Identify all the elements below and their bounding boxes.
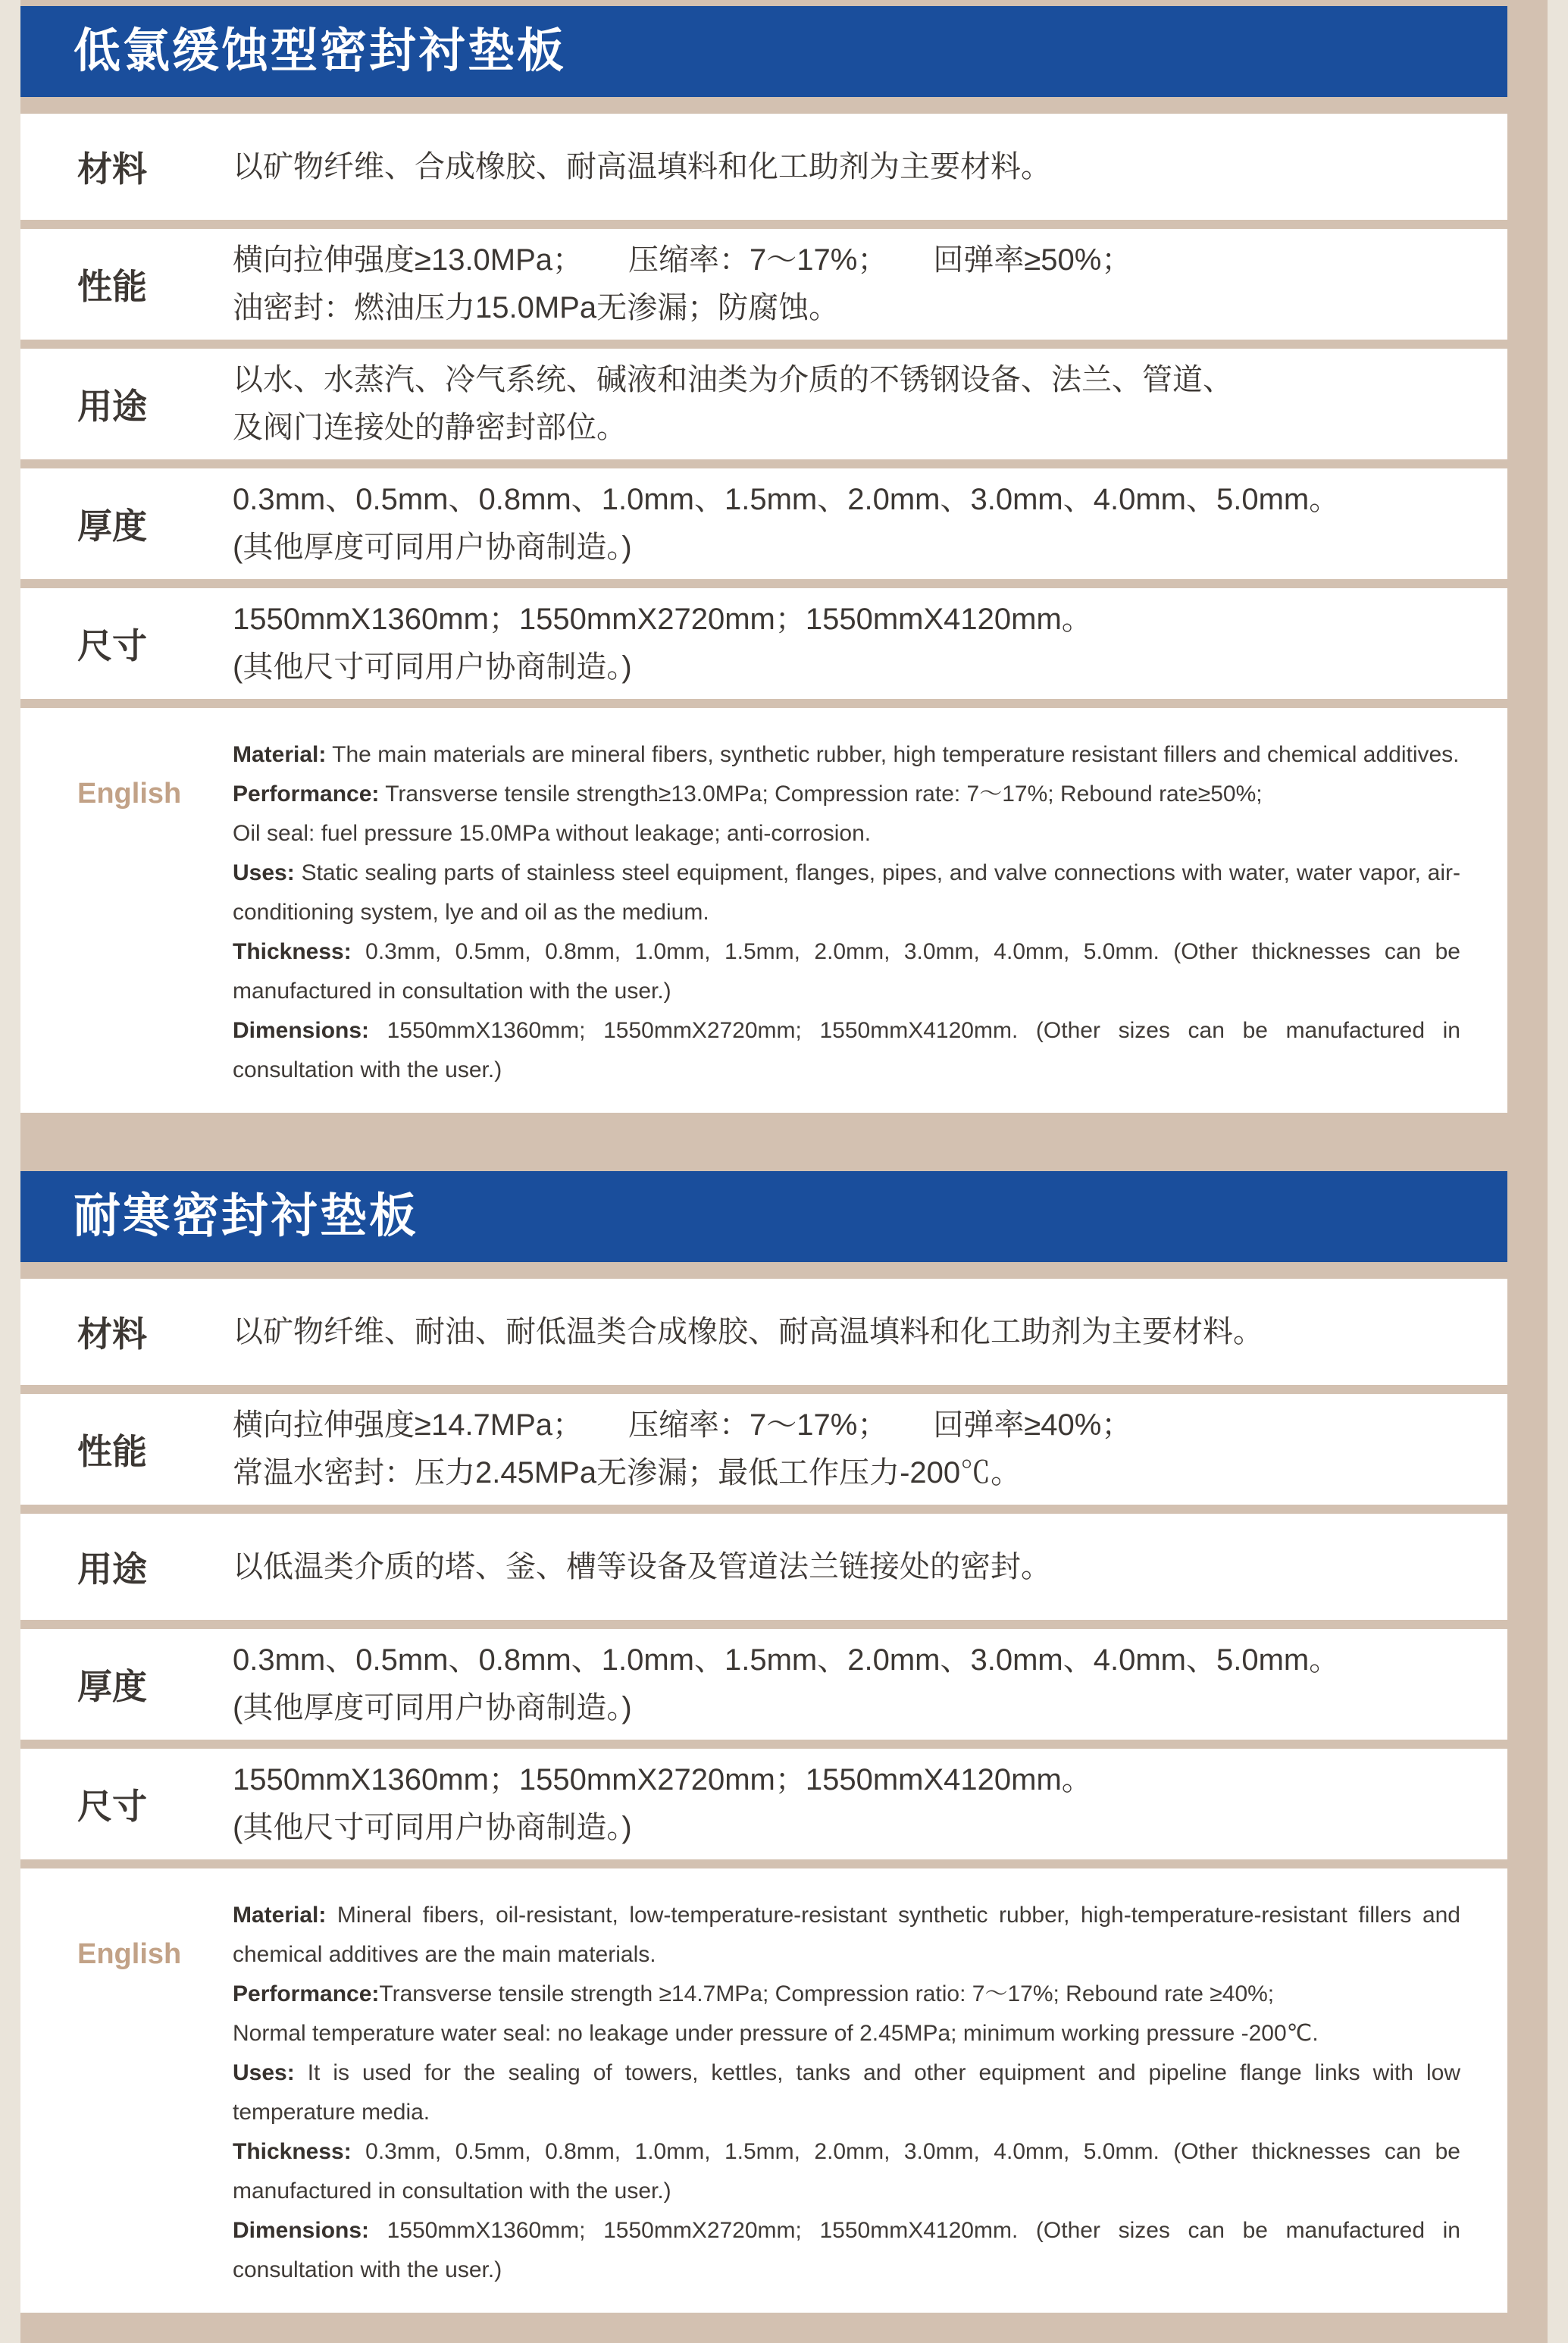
section-cold-resistant-gasket (20, 1171, 1507, 2313)
row-content-dimensions (233, 1756, 1507, 1852)
english-text: Oil seal: fuel pressure 15.0MPa without leakage; anti-corrosion. (233, 821, 872, 846)
english-lead: Performance: (233, 1981, 380, 2006)
uses-line: 及阀门连接处的静密封部位。 (233, 411, 627, 444)
english-lead: Dimensions: (233, 2218, 370, 2243)
row-content-material (233, 1308, 1507, 1356)
english-paragraph-uses (233, 2053, 1460, 2132)
section1-row-performance (20, 229, 1507, 340)
section2-row-material (20, 1279, 1507, 1385)
content-column (20, 0, 1507, 2313)
english-label: English (77, 1938, 182, 1970)
row-content-dimensions (233, 596, 1507, 691)
row-content-thickness (233, 476, 1507, 572)
thickness-line: 0.3mm、0.5mm、0.8mm、1.0mm、1.5mm、2.0mm、3.0mm、4.0mm、5.0mm。 (233, 483, 1340, 516)
english-text: Normal temperature water seal: no leakage under pressure of 2.45MPa; minimum working pressure -200℃. (233, 2021, 1319, 2046)
row-content-uses (233, 356, 1507, 452)
english-paragraph-performance (233, 775, 1460, 814)
thickness-line: (其他厚度可同用户协商制造。) (233, 1691, 632, 1724)
section1-row-dimensions (20, 588, 1507, 699)
section1-english-block (20, 708, 1507, 1113)
english-paragraphs (233, 735, 1507, 1090)
english-lead: Thickness: (233, 2139, 352, 2164)
row-label-uses: 用途 (77, 1549, 147, 1589)
row-label-material: 材料 (77, 149, 147, 189)
section1-row-material (20, 114, 1507, 220)
performance-line: 横向拉伸强度≥13.0MPa； 压缩率：7～17%； 回弹率≥50%； (233, 243, 1132, 277)
performance-line: 横向拉伸强度≥14.7MPa； 压缩率：7～17%； 回弹率≥40%； (233, 1408, 1132, 1442)
dimensions-line: (其他尺寸可同用户协商制造。) (233, 650, 632, 684)
english-paragraph-thickness (233, 932, 1460, 1011)
material-line: 以矿物纤维、合成橡胶、耐高温填料和化工助剂为主要材料。 (233, 149, 1051, 183)
row-label-performance: 性能 (77, 267, 147, 306)
english-text: Mineral fibers, oil-resistant, low-temperature-resistant synthetic rubber, high-temperature-resistant fillers and chemical additives are the main materials. (233, 1903, 1460, 1967)
uses-line: 以水、水蒸汽、冷气系统、碱液和油类为介质的不锈钢设备、法兰、管道、 (233, 363, 1233, 396)
english-text: 0.3mm, 0.5mm, 0.8mm, 1.0mm, 1.5mm, 2.0mm, 3.0mm, 4.0mm, 5.0mm. (Other thicknesses can be manufactured in consultation with the user.) (233, 2139, 1460, 2204)
english-text: The main materials are mineral fibers, synthetic rubber, high temperature resistant fillers and chemical additives. (326, 742, 1460, 767)
section1-title-banner (20, 6, 1507, 97)
row-label-dimensions: 尺寸 (77, 626, 147, 666)
row-content-material (233, 143, 1507, 191)
section2-row-dimensions (20, 1749, 1507, 1859)
english-paragraph-thickness (233, 2132, 1460, 2211)
english-paragraph-performance (233, 1975, 1460, 2014)
english-lead: Dimensions: (233, 1018, 370, 1043)
row-content-uses (233, 1543, 1507, 1591)
english-lead: Material: (233, 742, 327, 767)
thickness-line: 0.3mm、0.5mm、0.8mm、1.0mm、1.5mm、2.0mm、3.0mm、4.0mm、5.0mm。 (233, 1643, 1340, 1677)
row-content-performance (233, 236, 1507, 332)
english-lead: Thickness: (233, 939, 352, 964)
performance-line: 常温水密封：压力2.45MPa无渗漏；最低工作压力-200℃。 (233, 1456, 1022, 1489)
english-lead: Material: (233, 1903, 327, 1928)
section2-title-banner (20, 1171, 1507, 1262)
dimensions-line: 1550mmX1360mm；1550mmX2720mm；1550mmX4120mm。 (233, 603, 1092, 636)
english-paragraph-material (233, 735, 1460, 775)
section1-title: 低氯缓蚀型密封衬垫板 (74, 25, 567, 77)
english-paragraph-dimensions (233, 1011, 1460, 1090)
english-text: 1550mmX1360mm; 1550mmX2720mm; 1550mmX4120mm. (Other sizes can be manufactured in consultation with the user.) (233, 2218, 1460, 2282)
section1-row-uses (20, 349, 1507, 459)
english-paragraph-uses (233, 854, 1460, 932)
english-lead: Uses: (233, 2060, 295, 2085)
row-label-dimensions: 尺寸 (77, 1787, 147, 1826)
section2-english-block (20, 1868, 1507, 2313)
row-label-thickness: 厚度 (77, 506, 147, 546)
uses-line: 以低温类介质的塔、釜、槽等设备及管道法兰链接处的密封。 (233, 1549, 1051, 1583)
section2-title: 耐寒密封衬垫板 (74, 1190, 419, 1242)
english-label: English (77, 778, 182, 810)
english-text: Static sealing parts of stainless steel equipment, flanges, pipes, and valve connections with water, water vapor, air-conditioning system, lye and oil as the medium. (233, 860, 1460, 925)
row-label-uses: 用途 (77, 387, 147, 426)
row-label-thickness: 厚度 (77, 1667, 147, 1706)
english-paragraph-waterseal (233, 2014, 1460, 2053)
section-low-chlorine-gasket (20, 6, 1507, 1113)
section1-row-thickness (20, 468, 1507, 579)
english-text: Transverse tensile strength≥13.0MPa; Compression rate: 7～17%; Rebound rate≥50%; (379, 782, 1263, 807)
english-paragraph-dimensions (233, 2211, 1460, 2290)
dimensions-line: (其他尺寸可同用户协商制造。) (233, 1811, 632, 1844)
english-text: 0.3mm, 0.5mm, 0.8mm, 1.0mm, 1.5mm, 2.0mm, 3.0mm, 4.0mm, 5.0mm. (Other thicknesses can be manufactured in consultation with the user.) (233, 939, 1460, 1004)
english-text: Transverse tensile strength ≥14.7MPa; Compression ratio: 7～17%; Rebound rate ≥40%; (379, 1981, 1275, 2006)
english-paragraph-oilseal (233, 814, 1460, 854)
section2-row-uses (20, 1514, 1507, 1620)
english-lead: Performance: (233, 782, 380, 807)
material-line: 以矿物纤维、耐油、耐低温类合成橡胶、耐高温填料和化工助剂为主要材料。 (233, 1314, 1263, 1348)
thickness-line: (其他厚度可同用户协商制造。) (233, 531, 632, 564)
row-label-performance: 性能 (77, 1432, 147, 1471)
section2-row-performance (20, 1394, 1507, 1505)
english-paragraph-material (233, 1896, 1460, 1975)
english-lead: Uses: (233, 860, 295, 885)
row-label-material: 材料 (77, 1314, 147, 1354)
english-text: It is used for the sealing of towers, kettles, tanks and other equipment and pipeline flange links with low temperature media. (233, 2060, 1460, 2125)
english-text: 1550mmX1360mm; 1550mmX2720mm; 1550mmX4120mm. (Other sizes can be manufactured in consultation with the user.) (233, 1018, 1460, 1082)
right-margin-strip (1548, 0, 1568, 2343)
english-paragraphs (233, 1896, 1507, 2290)
left-margin-strip (0, 0, 20, 2343)
row-content-performance (233, 1402, 1507, 1497)
dimensions-line: 1550mmX1360mm；1550mmX2720mm；1550mmX4120mm。 (233, 1763, 1092, 1796)
performance-line: 油密封：燃油压力15.0MPa无渗漏；防腐蚀。 (233, 291, 840, 324)
row-content-thickness (233, 1637, 1507, 1732)
section2-row-thickness (20, 1629, 1507, 1740)
